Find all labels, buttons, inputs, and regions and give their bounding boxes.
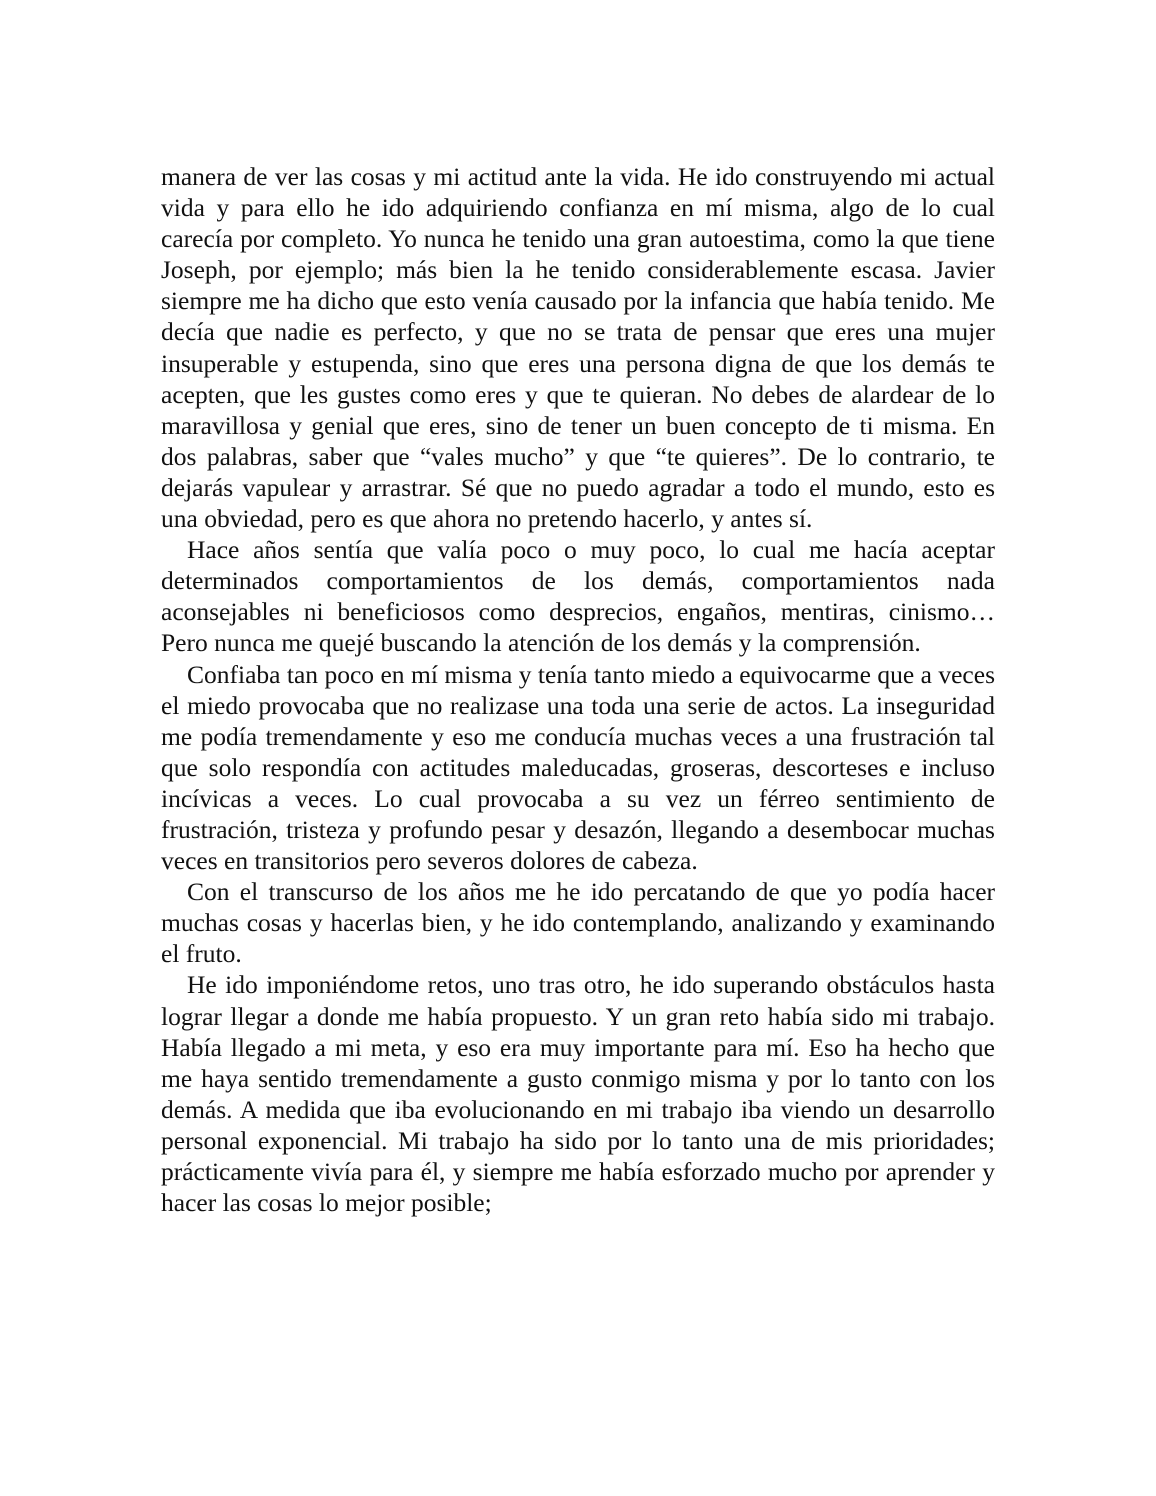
paragraph-5: He ido imponiéndome retos, uno tras otro, he ido superando obstáculos hasta lograr llegar a donde me había propuesto. Y un gran reto había sido mi trabajo. Había llegado a mi meta, y eso era muy importante para mí. Eso ha hecho que me haya sentido tremendamente a gusto conmigo misma y por lo tanto con los demás. A medida que iba evolucionando en mi trabajo iba viendo un desarrollo personal exponencial. Mi trabajo ha sido por lo tanto una de mis prioridades; prácticamente vivía para él, y siempre me había esforzado mucho por aprender y hacer las cosas lo mejor posible; [161,970,995,1218]
paragraph-4: Con el transcurso de los años me he ido percatando de que yo podía hacer muchas cosas y hacerlas bien, y he ido contemplando, analizando y examinando el fruto. [161,877,995,969]
body-text [161,161,995,1218]
paragraph-2: Hace años sentía que valía poco o muy poco, lo cual me hacía aceptar determinados comportamientos de los demás, comportamientos nada aconsejables ni beneficiosos como desprecios, engaños, mentiras, cinismo… Pero nunca me quejé buscando la atención de los demás y la comprensión. [161,535,995,658]
paragraph-1: manera de ver las cosas y mi actitud ante la vida. He ido construyendo mi actual vida y para ello he ido adquiriendo confianza en mí misma, algo de lo cual carecía por completo. Yo nunca he tenido una gran autoestima, como la que tiene Joseph, por ejemplo; más bien la he tenido considerablemente escasa. Javier siempre me ha dicho que esto venía causado por la infancia que había tenido. Me decía que nadie es perfecto, y que no se trata de pensar que eres una mujer insuperable y estupenda, sino que eres una persona digna de que los demás te acepten, que les gustes como eres y que te quieran. No debes de alardear de lo maravillosa y genial que eres, sino de tener un buen concepto de ti misma. En dos palabras, saber que “vales mucho” y que “te quieres”. De lo contrario, te dejarás vapulear y arrastrar. Sé que no puedo agradar a todo el mundo, esto es una obviedad, pero es que ahora no pretendo hacerlo, y antes sí. [161,162,995,534]
paragraph-3: Confiaba tan poco en mí misma y tenía tanto miedo a equivocarme que a veces el miedo provocaba que no realizase una toda una serie de actos. La inseguridad me podía tremendamente y eso me conducía muchas veces a una frustración tal que solo respondía con actitudes maleducadas, groseras, descorteses e incluso incívicas a veces. Lo cual provocaba a su vez un férreo sentimiento de frustración, tristeza y profundo pesar y desazón, llegando a desembocar muchas veces en transitorios pero severos dolores de cabeza. [161,659,995,876]
